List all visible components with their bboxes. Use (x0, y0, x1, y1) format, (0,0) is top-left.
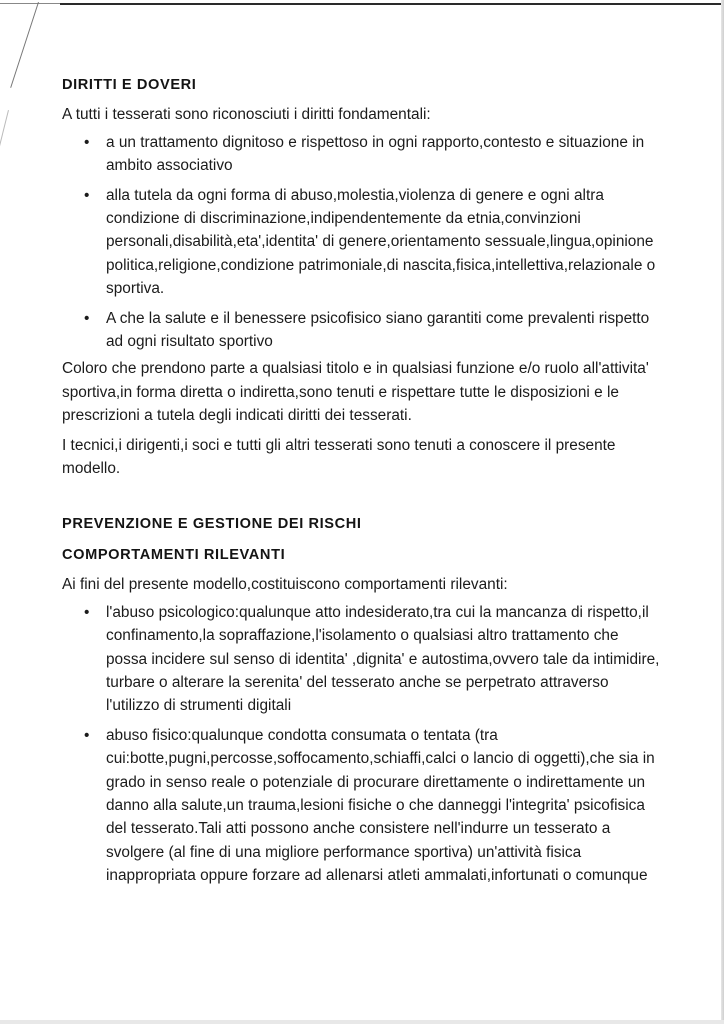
bullet-icon: • (84, 133, 90, 151)
list-item-text: abuso fisico:qualunque condotta consumata o tentata (tra cui:botte,pugni,percosse,soffocamento,schiaffi,calci o lancio di oggetti),che sia in grado in senso reale o potenziale di procurare direttamente o indirettamente un danno alla salute,un trauma,lesioni fisiche o che danneggi l'integrita' psicofisica del tesserato.Tali atti possono anche consistere nell'indurre un tesserato a svolgere (al fine di una migliore performance sportiva) un'attività fisica inappropriata oppure forzare ad allenarsi atleti ammalati,infortunati o comunque (106, 726, 655, 885)
bullet-icon: • (84, 186, 90, 204)
section-intro-diritti: A tutti i tesserati sono riconosciuti i diritti fondamentali: (62, 106, 431, 124)
paragraph-obligations: Coloro che prendono parte a qualsiasi titolo e in qualsiasi funzione e/o ruolo all'attivita' sportiva,in forma diretta o indiretta,sono tenuti e rispettare tutte le disposizioni e le prescrizioni a tutela degli indicati diritti dei tesserati. (62, 360, 649, 425)
scan-edge-bottom (0, 1020, 724, 1024)
document-body (62, 70, 662, 888)
list-item-text: l'abuso psicologico:qualunque atto indesiderato,tra cui la mancanza di rispetto,il confinamento,la sopraffazione,l'isolamento o qualsiasi altro trattamento che possa incidere sul senso di identita' ,dignita' e autostima,ovvero tale da intimidire, turbare o alterare la serenita' del tesserato anche se perpetrato attraverso l'utilizzo di strumenti digitali (106, 603, 660, 715)
list-item-text: a un trattamento dignitoso e rispettoso in ogni rapporto,contesto e situazione in ambito associativo (106, 133, 645, 175)
list-item-text: A che la salute e il benessere psicofisico siano garantiti come prevalenti rispetto ad ogni risultato sportivo (106, 309, 650, 351)
list-item (62, 131, 662, 178)
section-subheading-comportamenti: COMPORTAMENTI RILEVANTI (62, 546, 286, 563)
scan-fold-mark (10, 2, 39, 88)
section-heading-diritti: DIRITTI E DOVERI (62, 77, 197, 93)
list-item (62, 724, 662, 888)
section-heading-prevenzione: PREVENZIONE E GESTIONE DEI RISCHI (62, 515, 362, 532)
bullet-icon: • (84, 726, 90, 744)
section-intro-comportamenti: Ai fini del presente modello,costituiscono comportamenti rilevanti: (62, 576, 508, 594)
behaviours-list (62, 601, 662, 888)
paragraph-knowledge: I tecnici,i dirigenti,i soci e tutti gli altri tesserati sono tenuti a conoscere il presente modello. (62, 436, 616, 478)
scan-edge-top (60, 3, 724, 5)
list-item (62, 307, 662, 354)
list-item-text: alla tutela da ogni forma di abuso,molestia,violenza di genere e ogni altra condizione di discriminazione,indipendentemente da etnia,convinzioni personali,disabilità,eta',identita' di genere,orientamento sessuale,lingua,opinione politica,religione,condizione patrimoniale,di nascita,fisica,intellettiva,relazionale o sportiva. (106, 186, 656, 298)
scan-margin-mark (0, 110, 9, 188)
list-item (62, 601, 662, 718)
list-item (62, 184, 662, 301)
scan-edge-top-left (0, 3, 60, 4)
rights-list (62, 131, 662, 354)
bullet-icon: • (84, 309, 90, 327)
bullet-icon: • (84, 603, 90, 621)
